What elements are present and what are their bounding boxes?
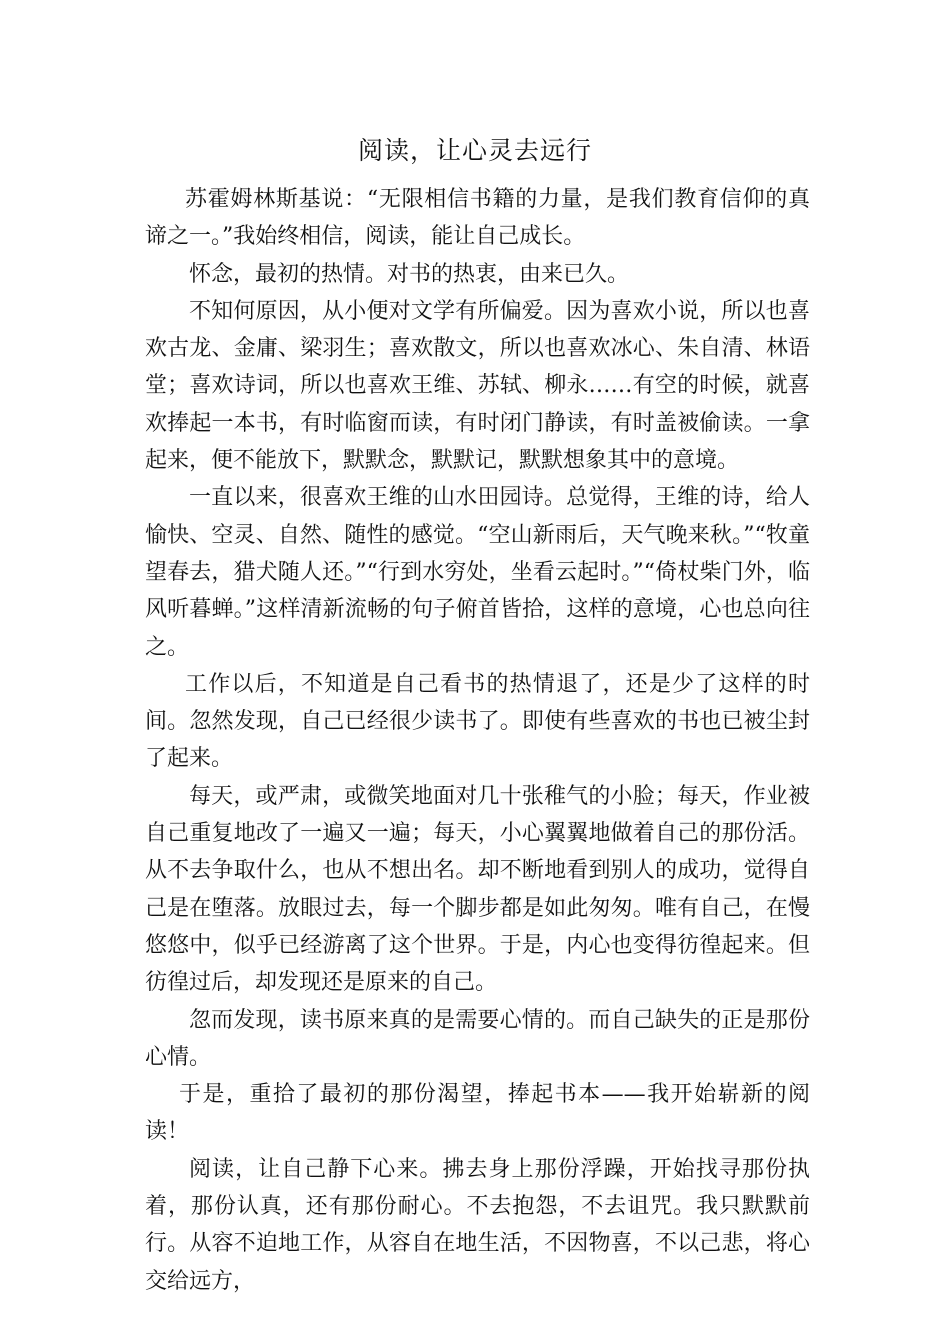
paragraph-7: 忽而发现，读书原来真的是需要心情的。而自己缺失的正是那份心情。: [145, 1007, 810, 1070]
document-body: [145, 181, 810, 1300]
document-title: 阅读，让心灵去远行: [357, 136, 592, 165]
paragraph-9: 阅读，让自己静下心来。拂去身上那份浮躁，开始找寻那份执着，那份认真，还有那份耐心。不去抱怨，不去诅咒。我只默默前行。从容不迫地工作，从容自在地生活，不因物喜，不以己悲，将心交给远方，: [145, 1156, 810, 1294]
paragraph-6: 每天，或严肃，或微笑地面对几十张稚气的小脸；每天，作业被自己重复地改了一遍又一遍；每天，小心翼翼地做着自己的那份活。从不去争取什么，也从不想出名。却不断地看到别人的成功，觉得自己是在堕落。放眼过去，每一个脚步都是如此匆匆。唯有自己，在慢悠悠中，似乎已经游离了这个世界。于是，内心也变得彷徨起来。但彷徨过后，却发现还是原来的自己。: [145, 783, 810, 996]
paragraph-4: 一直以来，很喜欢王维的山水田园诗。总觉得，王维的诗，给人愉快、空灵、自然、随性的感觉。“空山新雨后，天气晚来秋。”“牧童望春去，猎犬随人还。”“行到水穷处，坐看云起时。”“倚杖柴门外，临风听暮蝉。”这样清新流畅的句子俯首皆拾，这样的意境，心也总向往之。: [145, 485, 810, 660]
paragraph-5: 工作以后，不知道是自己看书的热情退了，还是少了这样的时间。忽然发现，自己已经很少读书了。即使有些喜欢的书也已被尘封了起来。: [145, 671, 810, 772]
paragraph-8: 于是，重拾了最初的那份渴望，捧起书本——我开始崭新的阅读！: [145, 1082, 810, 1145]
paragraph-1: 苏霍姆林斯基说：“无限相信书籍的力量，是我们教育信仰的真谛之一。”我始终相信，阅读，能让自己成长。: [145, 187, 810, 250]
paragraph-3: 不知何原因，从小便对文学有所偏爱。因为喜欢小说，所以也喜欢古龙、金庸、梁羽生；喜欢散文，所以也喜欢冰心、朱自清、林语堂；喜欢诗词，所以也喜欢王维、苏轼、柳永……有空的时候，就喜欢捧起一本书，有时临窗而读，有时闭门静读，有时盖被偷读。一拿起来，便不能放下，默默念，默默记，默默想象其中的意境。: [145, 298, 810, 474]
paragraph-2: 怀念，最初的热情。对书的热衷，由来已久。: [189, 261, 630, 287]
